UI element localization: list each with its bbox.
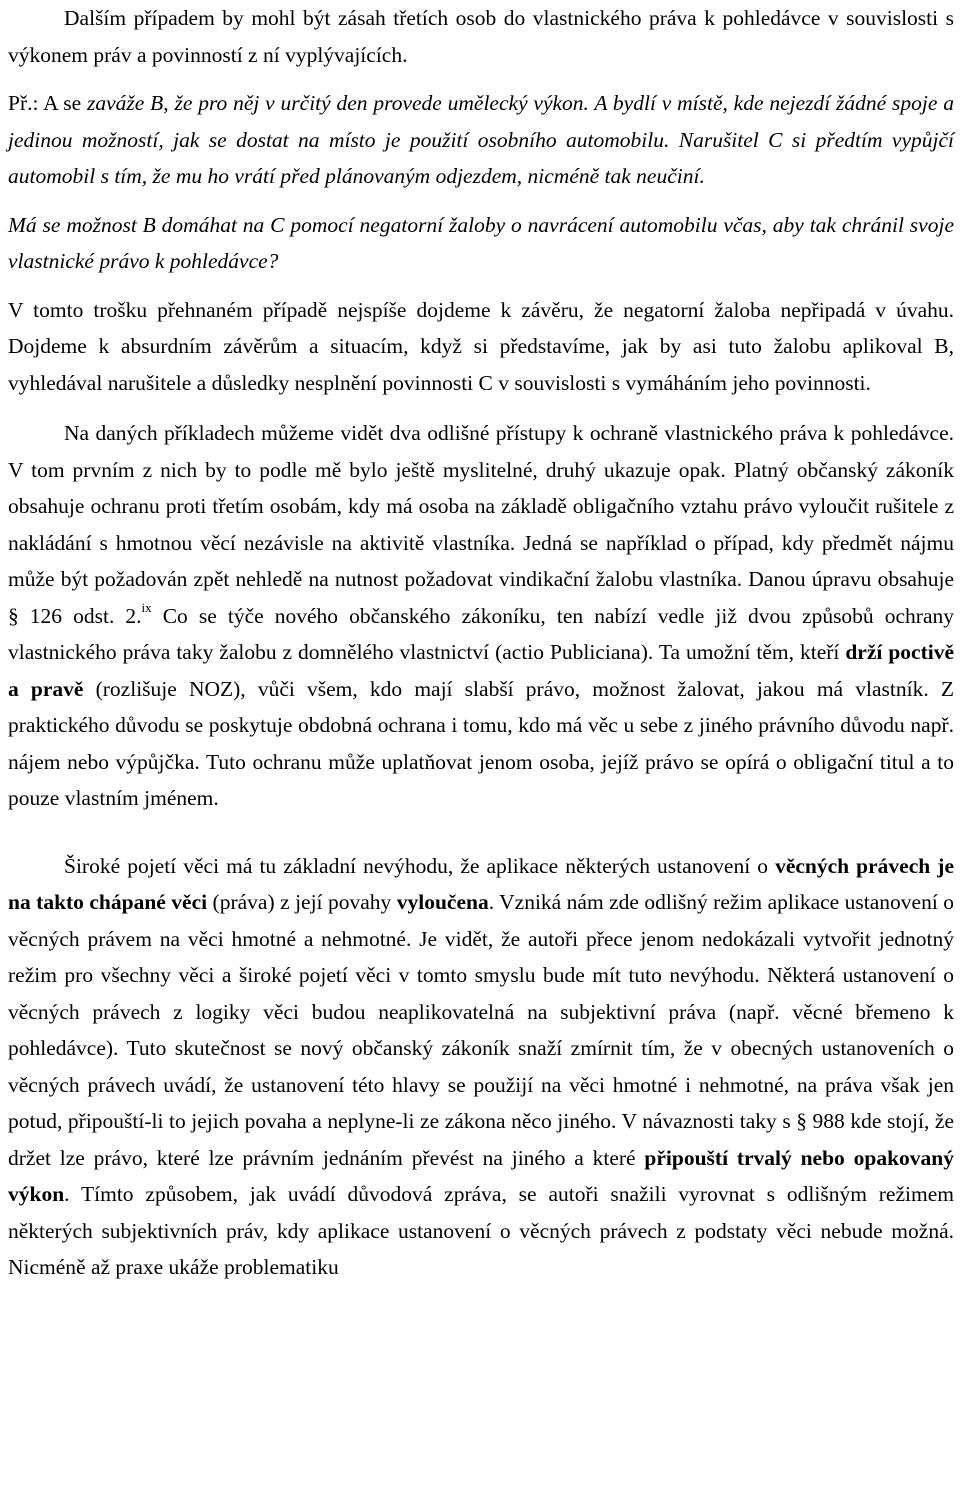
document-page: [8, 0, 954, 1286]
emphasis-excluded: vyloučena: [396, 890, 489, 914]
paragraph-intro: Dalším případem by mohl být zásah třetích osob do vlastnického práva k pohledávce v souvislosti s výkonem práv a povinností z ní vyplývajících.: [8, 6, 954, 67]
example-text: zaváže B, že pro něj v určitý den provede umělecký výkon. A bydlí v místě, kde nejezdí žádné spoje a jedinou možností, jak se dostat na místo je použití osobního automobilu. Narušitel C si předtím vypůjčí automobil s tím, že mu ho vrátí před plánovaným odjezdem, nicméně tak neučiní.: [8, 91, 954, 188]
emphasis-permanent-exercise: připouští trvalý nebo opakovaný výkon: [8, 1145, 954, 1206]
paragraph-question: Má se možnost B domáhat na C pomocí negatorní žaloby o navrácení automobilu včas, aby tak chránil svoje vlastnické právo k pohledávce?: [8, 212, 954, 273]
example-label: Př.: A se: [8, 91, 87, 115]
paragraph-example: [8, 85, 954, 195]
paragraph-broad-concept: Široké pojetí věci má tu základní nevýhodu, že aplikace některých ustanovení o věcných právech je na takto chápané věci (práva) z její povahy vyloučena. Vzniká nám zde odlišný režim aplikace ustanovení o věcných právem na věci hmotné a nehmotné. Je vidět, že autoři přece jenom nedokázali vytvořit jednotný režim pro všechny věci a široké pojetí věci v tomto smyslu bude mít tuto nevýhodu. Některá ustanovení o věcných právech z logiky věci budou neaplikovatelná na subjektivní práva (např. věcné břemeno k pohledávce). Tuto skutečnost se nový občanský zákoník snaží zmírnit tím, že v obecných ustanoveních o věcných právech uvádí, že ustanovení této hlavy se použijí na věci hmotné i nehmotné, na práva však jen potud, připouští-li to jejich povaha a neplyne-li ze zákona něco jiného. V návaznosti taky s § 988 kde stojí, že držet lze právo, které lze právním jednáním převést na jiného a které připouští trvalý nebo opakovaný výkon. Tímto způsobem, jak uvádí důvodová zpráva, se autoři snažili vyrovnat s odlišným režimem některých subjektivních práv, kdy aplikace ustanovení o věcných právech z podstaty věci nebude možná. Nicméně až praxe ukáže problematiku: [8, 853, 954, 1279]
paragraph-answer: V tomto trošku přehnaném případě nejspíše dojdeme k závěru, že negatorní žaloba nepřipadá v úvahu. Dojdeme k absurdním závěrům a situacím, když si představíme, jak by asi tuto žalobu aplikoval B, vyhledával narušitele a důsledky nesplnění povinnosti C v souvislosti s vymáháním jeho povinnosti.: [8, 297, 954, 395]
footnote-ref: ix: [141, 599, 152, 615]
emphasis-honest-holders: drží poctivě a pravě: [8, 640, 954, 701]
paragraph-approaches: Na daných příkladech můžeme vidět dva odlišné přístupy k ochraně vlastnického práva k pohledávce. V tom prvním z nich by to podle mě bylo ještě myslitelné, druhý ukazuje opak. Platný občanský zákoník obsahuje ochranu proti třetím osobám, kdy má osoba na základě obligačního vztahu právo vyloučit rušitele z nakládání s hmotnou věcí nezávisle na aktivitě vlastníka. Jedná se například o případ, kdy předmět nájmu může být požadován zpět nehledě na nutnost požadovat vindikační žalobu vlastníka. Danou úpravu obsahuje § 126 odst. 2.$^{ix}$ Co se týče nového občanského zákoníku, ten nabízí vedle již dvou způsobů ochrany vlastnického práva taky žalobu z domnělého vlastnictví (actio Publiciana). Ta umožní těm, kteří drží poctivě a pravě (rozlišuje NOZ), vůči všem, kdo mají slabší právo, možnost žalovat, jakou má vlastník. Z praktického důvodu se poskytuje obdobná ochrana i tomu, kdo má věc u sebe z jiného právního důvodu např. nájem nebo výpůjčka. Tuto ochranu může uplatňovat jenom osoba, jejíž právo se opírá o obligační titul a to pouze vlastním jménem.: [8, 421, 954, 810]
emphasis-property-rights: věcných právech je na takto chápané věci: [8, 853, 954, 914]
